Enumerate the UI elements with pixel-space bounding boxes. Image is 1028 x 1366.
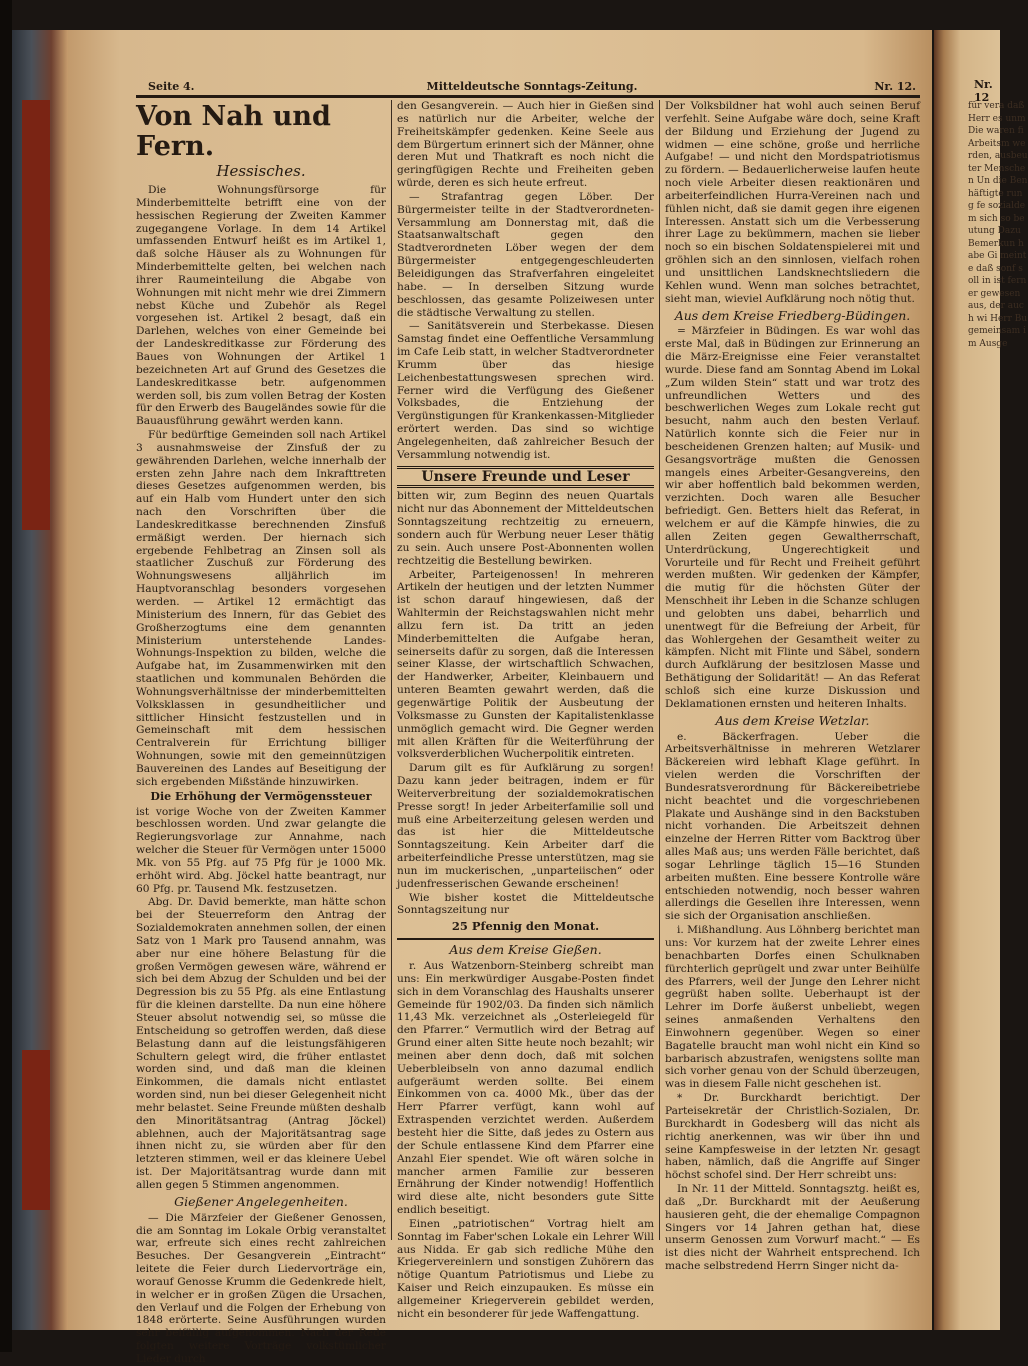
notice-paragraph: Arbeiter, Parteigenossen! In mehreren Artikeln der heutigen und der letzten Nummer ist schon darauf hingewiesen, daß der Wahltermin der Reichstagswahlen nicht mehr allzu fern ist. Da tritt an jeden Minderbemittelten die Aufgabe heran, seinerseits dafür zu sorgen, daß die Interessen seiner Klasse, der wirtschaftlich Schwachen, der Handwerker, Arbeiter, Kleinbauern und unteren Beamten gewahrt werden, daß die gegenwärtige Politik der Ausbeutung der Volksmasse zu Gunsten der Kapitalistenklasse unmöglich gemacht wird. Die Gegner werden mit allen Kräften für die Weiterführung der volksverderblichen Wucherpolitik eintreten.	[397, 568, 654, 761]
notice-paragraph: bitten wir, zum Beginn des neuen Quartals nicht nur das Abonnement der Mitteldeutschen Sonntagszeitung rechtzeitig zu erneuern, sondern auch für Werbung neuer Leser thätig zu sein. Auch unsere Post-Abonnenten wollen rechtzeitig die Bestellung bewirken.	[397, 490, 654, 567]
article-paragraph: i. Mißhandlung. Aus Löhnberg berichtet man uns: Vor kurzem hat der zweite Lehrer eines benachbarten Dorfes einen Schulknaben fürchterlich geprügelt und zwar unter Beihülfe des Pfarrers, weil der Junge den Lehrer nicht gegrüßt haben sollte. Ueberhaupt ist der Lehrer im Dorfe äußerst unbeliebt, wegen seines anmaßenden Verhaltens den Einwohnern gegenüber. Wegen so einer Bagatelle braucht man wohl nicht ein Kind so barbarisch abzustrafen, wenigstens sollte man sich vorher genau von der Schuld überzeugen, was in diesem Falle nicht geschehen ist.	[665, 924, 920, 1091]
article-paragraph: Der Volksbildner hat wohl auch seinen Beruf verfehlt. Seine Aufgabe wäre doch, seine Kraft der Bildung und Erziehung der Jugend zu widmen — eine schöne, große und herrliche Aufgabe! — und nicht den Mordspatriotismus zu fördern. — Bedauerlicherweise laufen heute noch viele Arbeiter diesen reaktionären und arbeiterfeindlichen Hurra-Vereinen nach und fühlen nicht, daß sie damit gegen ihre eigenen Interessen. Anstatt sich um die Verbesserung ihrer Lage zu bekümmern, machen sie lieber noch so ein bischen Soldatenspielerei mit und gröhlen sich an den sinnlosen, vielfach rohen und unsittlichen Landsknechtsliedern die Kehlen wund. Wenn man solches betrachtet, sieht man, wieviel Aufklärung noch nötig thut.	[665, 100, 920, 305]
cover-red-stripe	[22, 1050, 50, 1210]
book-binding	[0, 0, 12, 1352]
article-heading: Aus dem Kreise Gießen.	[449, 942, 602, 958]
page-header	[148, 80, 916, 96]
book-cover-edge	[12, 30, 68, 1330]
article-paragraph: = Märzfeier in Büdingen. Es war wohl das erste Mal, daß in Büdingen zur Erinnerung an die März-Ereignisse eine Feier veranstaltet wurde. Diese fand am Sonntag Abend im Lokal „Zum wilden Stein“ statt und war trotz des unfreundlichen Wetters und des beschwerlichen Weges zum Lokale recht gut besucht, nahm auch den besten Verlauf. Natürlich konnte sich die Feier nur in bescheidenen Grenzen halten; auf Musik- und Gesangsvorträge mußten die Genossen mangels eines Arbeiter-Gesangvereins, den wir aber hoffentlich bald bekommen werden, verzichten. Doch waren alle Besucher befriedigt. Gen. Betters hielt das Referat, in welchem er auf die Kämpfe hinwies, die zu allen Zeiten gegen Gewaltherrschaft, Unterdrückung, Ungerechtigkeit und Vorurteile und für Recht und Freiheit geführt werden mußten. Wir gedenken der Kämpfer, die mutig für die höchsten Güter der Menschheit ihr Leben in die Schanze schlugen und gelobten uns dabei, beharrlich und unentwegt für die Befreiung der Arbeit, für das Wohlergehen der Gesamtheit weiter zu kämpfen. Nicht mit Flinte und Säbel, sondern durch Aufklärung der besitzlosen Masse und Bethätigung der Solidarität! — An das Referat schloß sich eine kurze Diskussion und Deklamationen ernsten und heiteren Inhalts.	[665, 325, 920, 710]
article-paragraph: ist vorige Woche von der Zweiten Kammer beschlossen worden. Und zwar gelangte die Regierungsvorlage zur Annahme, nach welcher die Steuer für Vermögen unter 15000 Mk. von 55 Pfg. auf 75 Pfg für je 1000 Mk. erhöht wird. Abg. Jöckel hatte beantragt, nur 60 Pfg. pr. Tausend Mk. festzusetzen.	[136, 805, 386, 895]
article-paragraph: den Gesangverein. — Auch hier in Gießen sind es natürlich nur die Arbeiter, welche der Freiheitskämpfer gedenken. Keine Seele aus dem Bürgertum erinnert sich der Männer, ohne deren Mut und Thatkraft es noch nicht die geringfügigen Rechte und Freiheiten geben würde, deren es sich heute erfreut.	[397, 100, 654, 190]
article-paragraph: Für bedürftige Gemeinden soll nach Artikel 3 ausnahmsweise der Zinsfuß der zu gewährenden Darlehen, welche innerhalb der ersten zehn Jahre nach dem Inkrafttreten dieses Gesetzes aufgenommen werden, bis auf ein Halb vom Hundert unter den sich nach den Vorschriften über die Landeskreditkasse berechnenden Zinsfuß ermäßigt werden. Der hiernach sich ergebende Fehlbetrag an Zinsen soll als staatlicher Zuschuß zur Förderung des Wohnungswesens alljährlich im Hauptvoranschlag besonders vorgesehen werden. — Artikel 12 ermächtigt das Ministerium des Innern, für das Gebiet des Großherzogtums eine dem genannten Ministerium unterstehende Landes-Wohnungs-Inspektion zu bilden, welche die Aufgabe hat, im Zusammenwirken mit den staatlichen und kommunalen Behörden die Wohnungsverhältnisse der minderbemittelten Volksklassen in gesundheitlicher und sittlicher Hinsicht festzustellen und in Gemeinschaft mit dem hessischen Centralverein für Errichtung billiger Wohnungen, sowie mit den gemeinnützigen Bauvereinen des Landes auf Beseitigung der sich ergebenden Mißstände hinzuwirken.	[136, 429, 386, 788]
article-paragraph: — Strafantrag gegen Löber. Der Bürgermeister teilte in der Stadtverordneten-Versammlung am Donnerstag mit, daß die Staatsanwaltschaft gegen den Stadtverordneten Löber wegen der dem Bürgermeister entgegengeschleuderten Beleidigungen das Strafverfahren eingeleitet habe. — In derselben Sitzung wurde beschlossen, das gesamte Polizeiwesen unter die städtische Verwaltung zu stellen.	[397, 190, 654, 319]
next-page-text: für vera daß Herr es unm Die waren fi Arbeitsm werden, ausbeuter Menschen Un die Ben häftigte rung fe sozialdem sich so beutung Dazu Bemerkun habe Gi meint e daß sonf soll in ist ferner gewesen aus, der auch wi Herr Bu gemeinsam im Ausge	[968, 101, 1028, 349]
next-page-edge	[934, 30, 1028, 1330]
newspaper-title: Mitteldeutsche Sonntags-Zeitung.	[426, 80, 638, 93]
column-divider	[391, 100, 392, 1240]
article-heading: Aus dem Kreise Wetzlar.	[715, 712, 870, 728]
article-heading: Die Erhöhung der Vermögenssteuer	[150, 789, 372, 803]
header-rule	[136, 95, 920, 98]
page-number: Seite 4.	[148, 80, 195, 93]
article-paragraph: Die Wohnungsfürsorge für Minderbemittelte betrifft eine von der hessischen Regierung der Zweiten Kammer zugegangene Vorlage. In dem 14 Artikel umfassenden Entwurf heißt es im Artikel 1, daß solche Häuser als zu Wohnungen für Minderbemittelte gelten, bei welchen nach ihrer Raumeinteilung die Abgabe von Wohnungen mit nicht mehr wie drei Zimmern nebst Küche und Zubehör als Regel vorgesehen ist. Artikel 2 besagt, daß ein Darlehen, welches von einer Gemeinde bei der Landeskreditkasse zur Förderung des Baues von Wohnungen der Artikel 1 bezeichneten Art auf Grund des Gesetzes die Landeskreditkasse betr. aufgenommen werden soll, bis zum vollen Betrag der Kosten für den Erwerb des Baugeländes sowie für die Bauausführung gewährt werden kann.	[136, 184, 386, 428]
cover-red-stripe	[22, 100, 50, 530]
section-title: Von Nah und Fern.	[136, 101, 331, 162]
notice-paragraph: Wie bisher kostet die Mitteldeutsche Sonntagszeitung nur	[397, 891, 654, 917]
column-2	[397, 100, 654, 1320]
article-paragraph: r. Aus Watzenborn-Steinberg schreibt man uns: Ein merkwürdiger Ausgabe-Posten findet sich in dem Voranschlag des Haushalts unserer Gemeinde für 1902/03. Da finden sich nämlich 11,43 Mk. verzeichnet als „Osterleiegeld für den Pfarrer.“ Vermutlich wird der Betrag auf Grund einer alten Sitte heute noch bezahlt; wir meinen aber denn doch, daß mit solchen Ueberbleibseln von anno dazumal endlich aufgeräumt werden sollte. Bei einem Einkommen von ca. 4000 Mk., über das der Herr Pfarrer verfügt, kann wohl auf Extraspenden verzichtet werden. Außerdem besteht hier die Sitte, daß jedes zu Ostern aus der Schule entlassene Kind dem Pfarrer eine Anzahl Eier spendet. Wie oft wären solche in mancher armen Familie zur besseren Ernährung der Kinder notwendig! Hoffentlich wird diese alte, nicht besonders gute Sitte endlich beseitigt.	[397, 960, 654, 1217]
article-paragraph: — Sanitätsverein und Sterbekasse. Diesen Samstag findet eine Oeffentliche Versammlung im Cafe Leib statt, in welcher Stadtverordneter Krumm über das hiesige Leichenbestattungswesen sprechen wird. Ferner wird die Verfügung des Gießener Volksbades, die Entziehung der Vergünstigungen für Krankenkassen-Mitglieder erörtert werden. Das sind so wichtige Angelegenheiten, daß zahlreicher Besuch der Versammlung notwendig ist.	[397, 320, 654, 461]
column-3	[665, 100, 920, 1273]
subscription-price: 25 Pfennig den Monat.	[451, 919, 600, 934]
article-paragraph: — Die Märzfeier der Gießener Genossen, die am Sonntag im Lokale Orbig veranstaltet war, erfreute sich eines recht zahlreichen Besuches. Der Gesangverein „Eintracht“ leitete die Feier durch Liedervorträge ein, worauf Genosse Krumm die Gedenkrede hielt, in welcher er in großen Zügen die Ursachen, den Verlauf und die Folgen der Erhebung von 1848 erörterte. Seine Ausführungen wurden sehr beifällig aufgenommen. Nach der Rede folgten weitere Vorträge volkstümlicher Lieder durch	[136, 1211, 386, 1365]
article-heading: Aus dem Kreise Friedberg-Büdingen.	[674, 307, 911, 323]
article-paragraph: In Nr. 11 der Mitteld. Sonntagsztg. heißt es, daß „Dr. Burckhardt mit der Aeußerung hausieren geht, die der ehemalige Compagnon Singers vor 14 Jahren gethan hat, diese unserm Genossen zum Vorwurf macht.“ — Es ist dies nicht der Wahrheit entsprechend. Ich mache selbstredend Herrn Singer nicht da-	[665, 1183, 920, 1273]
article-paragraph: Einen „patriotischen“ Vortrag hielt am Sonntag im Faber'schen Lokale ein Lehrer Will aus Nidda. Er gab sich redliche Mühe den Kriegervereinlern und sonstigen Zuhörern das nötige Quantum Patriotismus und Liebe zu Kaiser und Reich einzupauken. Es müsse ein allgemeiner Kriegerverein gebildet werden, nicht ein besonderer für jede Waffengattung.	[397, 1217, 654, 1320]
column-divider	[659, 100, 660, 1240]
article-paragraph: Abg. Dr. David bemerkte, man hätte schon bei der Steuerreform den Antrag der Sozialdemokraten annehmen sollen, der einen Satz von 1 Mark pro Tausend annahm, was aber nur eine höhere Belastung für die großen Vermögen gewesen wäre, während er sich bei dem Abzug der Schulden und bei der Degression bis zu 55 Pfg. als eine Entlastung für die kleinen darstellte. Da nun eine höhere Steuer absolut notwendig sei, so müsse die Entscheidung so getroffen werden, daß diese Belastung dann auf die leistungsfähigeren Schultern gelegt wird, die früher entlastet worden sind, und daß man die kleinen Einkommen, die damals nicht entlastet worden sind, nun bei dieser Gelegenheit nicht mehr belastet. Seine Freunde müßten deshalb den Minoritätsantrag (Antrag Jöckel) ablehnen, auch der Majoritätsantrag sage ihnen nicht zu, sie würden aber für den letzteren stimmen, weil er das kleinere Uebel ist. Der Majoritätsantrag wurde dann mit allen gegen 5 Stimmen angenommen.	[136, 896, 386, 1191]
column-1	[136, 100, 386, 1365]
next-page-header: Nr. 12	[974, 78, 993, 104]
article-paragraph: e. Bäckerfragen. Ueber die Arbeitsverhältnisse in mehreren Wetzlarer Bäckereien wird lebhaft Klage geführt. In vielen werden die Vorschriften der Bundesratsverordnung für Bäckereibetriebe nicht beachtet und die vorgeschriebenen Plakate und Aushänge sind in den Backstuben nicht vorhanden. Die Arbeitszeit dehnen einzelne der Herren Ritter vom Backtrog über alles Maß aus; uns werden Fälle berichtet, daß sogar Lehrlinge täglich 15—16 Stunden arbeiten mußten. Eine bessere Kontrolle wäre entschieden notwendig, noch besser wahren allerdings die Gesellen ihre Interessen, wenn sie sich der Organisation anschließen.	[665, 730, 920, 923]
article-paragraph: * Dr. Burckhardt berichtigt. Der Parteisekretär der Christlich-Sozialen, Dr. Burckhardt in Godesberg will das nicht als richtig anerkennen, was wir über ihn und seine Kampfesweise in der letzten Nr. gesagt haben, nämlich, daß die Angriffe auf Singer höchst schofel sind. Der Herr schreibt uns:	[665, 1092, 920, 1182]
notice-heading: Unsere Freunde und Leser	[397, 466, 654, 489]
article-heading: Gießener Angelegenheiten.	[174, 1193, 348, 1209]
section-rule	[397, 938, 654, 940]
issue-number: Nr. 12.	[874, 80, 916, 93]
section-subtitle: Hessisches.	[216, 162, 306, 180]
notice-paragraph: Darum gilt es für Aufklärung zu sorgen! Dazu kann jeder beitragen, indem er für Weiterverbreitung der sozialdemokratischen Presse sorgt! In jeder Arbeiterfamilie soll und muß eine Arbeiterzeitung gelesen werden und das ist hier die Mitteldeutsche Sonntagszeitung. Kein Arbeiter darf die arbeiterfeindliche Presse unterstützen, mag sie nun im muckerischen, „unparteiischen“ oder judenfresserischen Gewande erscheinen!	[397, 762, 654, 890]
